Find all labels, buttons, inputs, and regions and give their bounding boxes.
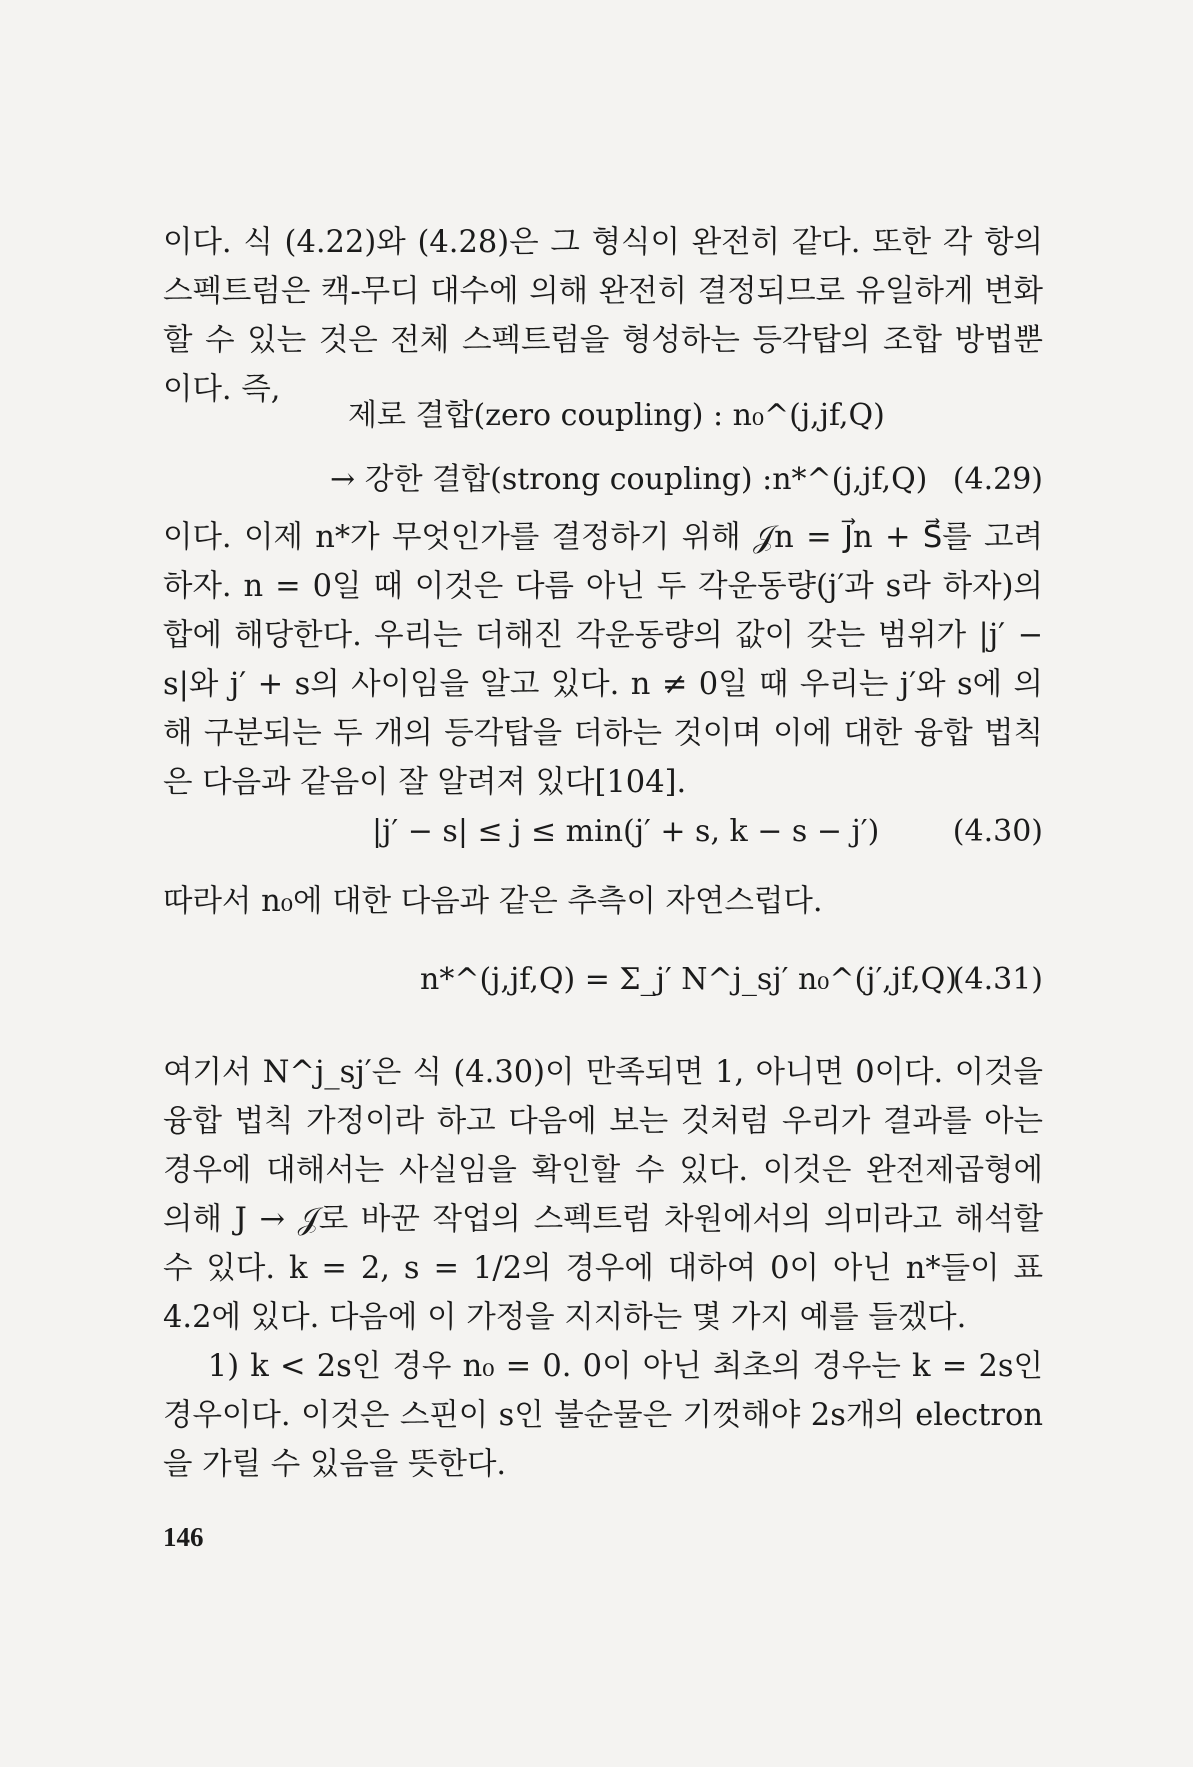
equation-number-4-31: (4.31)	[952, 962, 1043, 997]
paragraph-1-text: 이다. 식 (4.22)와 (4.28)은 그 형식이 완전히 같다. 또한 각 항의 스펙트럼은 캑-무디 대수에 의해 완전히 결정되므로 유일하게 변화할 수 있는 것은 전체 스펙트럼을 형성하는 등각탑의 조합 방법뿐이다. 즉,	[163, 225, 1053, 407]
paragraph-1	[163, 218, 1053, 414]
paragraph-3	[163, 877, 1043, 926]
paragraph-2-text: 이다. 이제 n*가 무엇인가를 결정하기 위해 𝒥n = J⃗n + S⃗를 고려하자. n = 0일 때 이것은 다름 아닌 두 각운동량(j′과 s라 하자)의 합에 해당한다. 우리는 더해진 각운동량의 값이 갖는 범위가 |j′ − s|와 j′ + s의 사이임을 알고 있다. n ≠ 0일 때 우리는 j′와 s에 의해 구분되는 두 개의 등각탑을 더하는 것이며 이에 대한 융합 법칙은 다음과 같음이 잘 알려져 있다[104].	[163, 520, 1053, 800]
equation-4-30: |j′ − s| ≤ j ≤ min(j′ + s, k − s − j′)	[372, 814, 880, 849]
equation-number-4-29: (4.29)	[952, 462, 1043, 497]
paragraph-2	[163, 513, 1053, 807]
equation-4-29-line-1: 제로 결합(zero coupling) : n₀^(j,jf,Q)	[348, 398, 885, 433]
equation-4-31: n*^(j,jf,Q) = Σ_j′ N^j_sj′ n₀^(j′,jf,Q)	[420, 962, 957, 997]
paragraph-3-text: 따라서 n₀에 대한 다음과 같은 추측이 자연스럽다.	[163, 884, 823, 919]
paragraph-4	[163, 1048, 1053, 1342]
paragraph-5-text: 1) k < 2s인 경우 n₀ = 0. 0이 아닌 최초의 경우는 k = 2s인 경우이다. 이것은 스핀이 s인 불순물은 기껏해야 2s개의 electron을 가릴 수 있음을 뜻한다.	[163, 1349, 1053, 1482]
page-number: 146	[163, 1522, 204, 1552]
equation-number-4-30: (4.30)	[952, 814, 1043, 849]
equation-4-29-line-2: → 강한 결합(strong coupling) :n*^(j,jf,Q)	[330, 462, 928, 497]
paragraph-5	[163, 1342, 1053, 1489]
paragraph-4-text: 여기서 N^j_sj′은 식 (4.30)이 만족되면 1, 아니면 0이다. 이것을 융합 법칙 가정이라 하고 다음에 보는 것처럼 우리가 결과를 아는 경우에 대해서는 사실임을 확인할 수 있다. 이것은 완전제곱형에 의해 J → 𝒥로 바꾼 작업의 스펙트럼 차원에서의 의미라고 해석할 수 있다. k = 2, s = 1/2의 경우에 대하여 0이 아닌 n*들이 표 4.2에 있다. 다음에 이 가정을 지지하는 몇 가지 예를 들겠다.	[163, 1055, 1053, 1335]
